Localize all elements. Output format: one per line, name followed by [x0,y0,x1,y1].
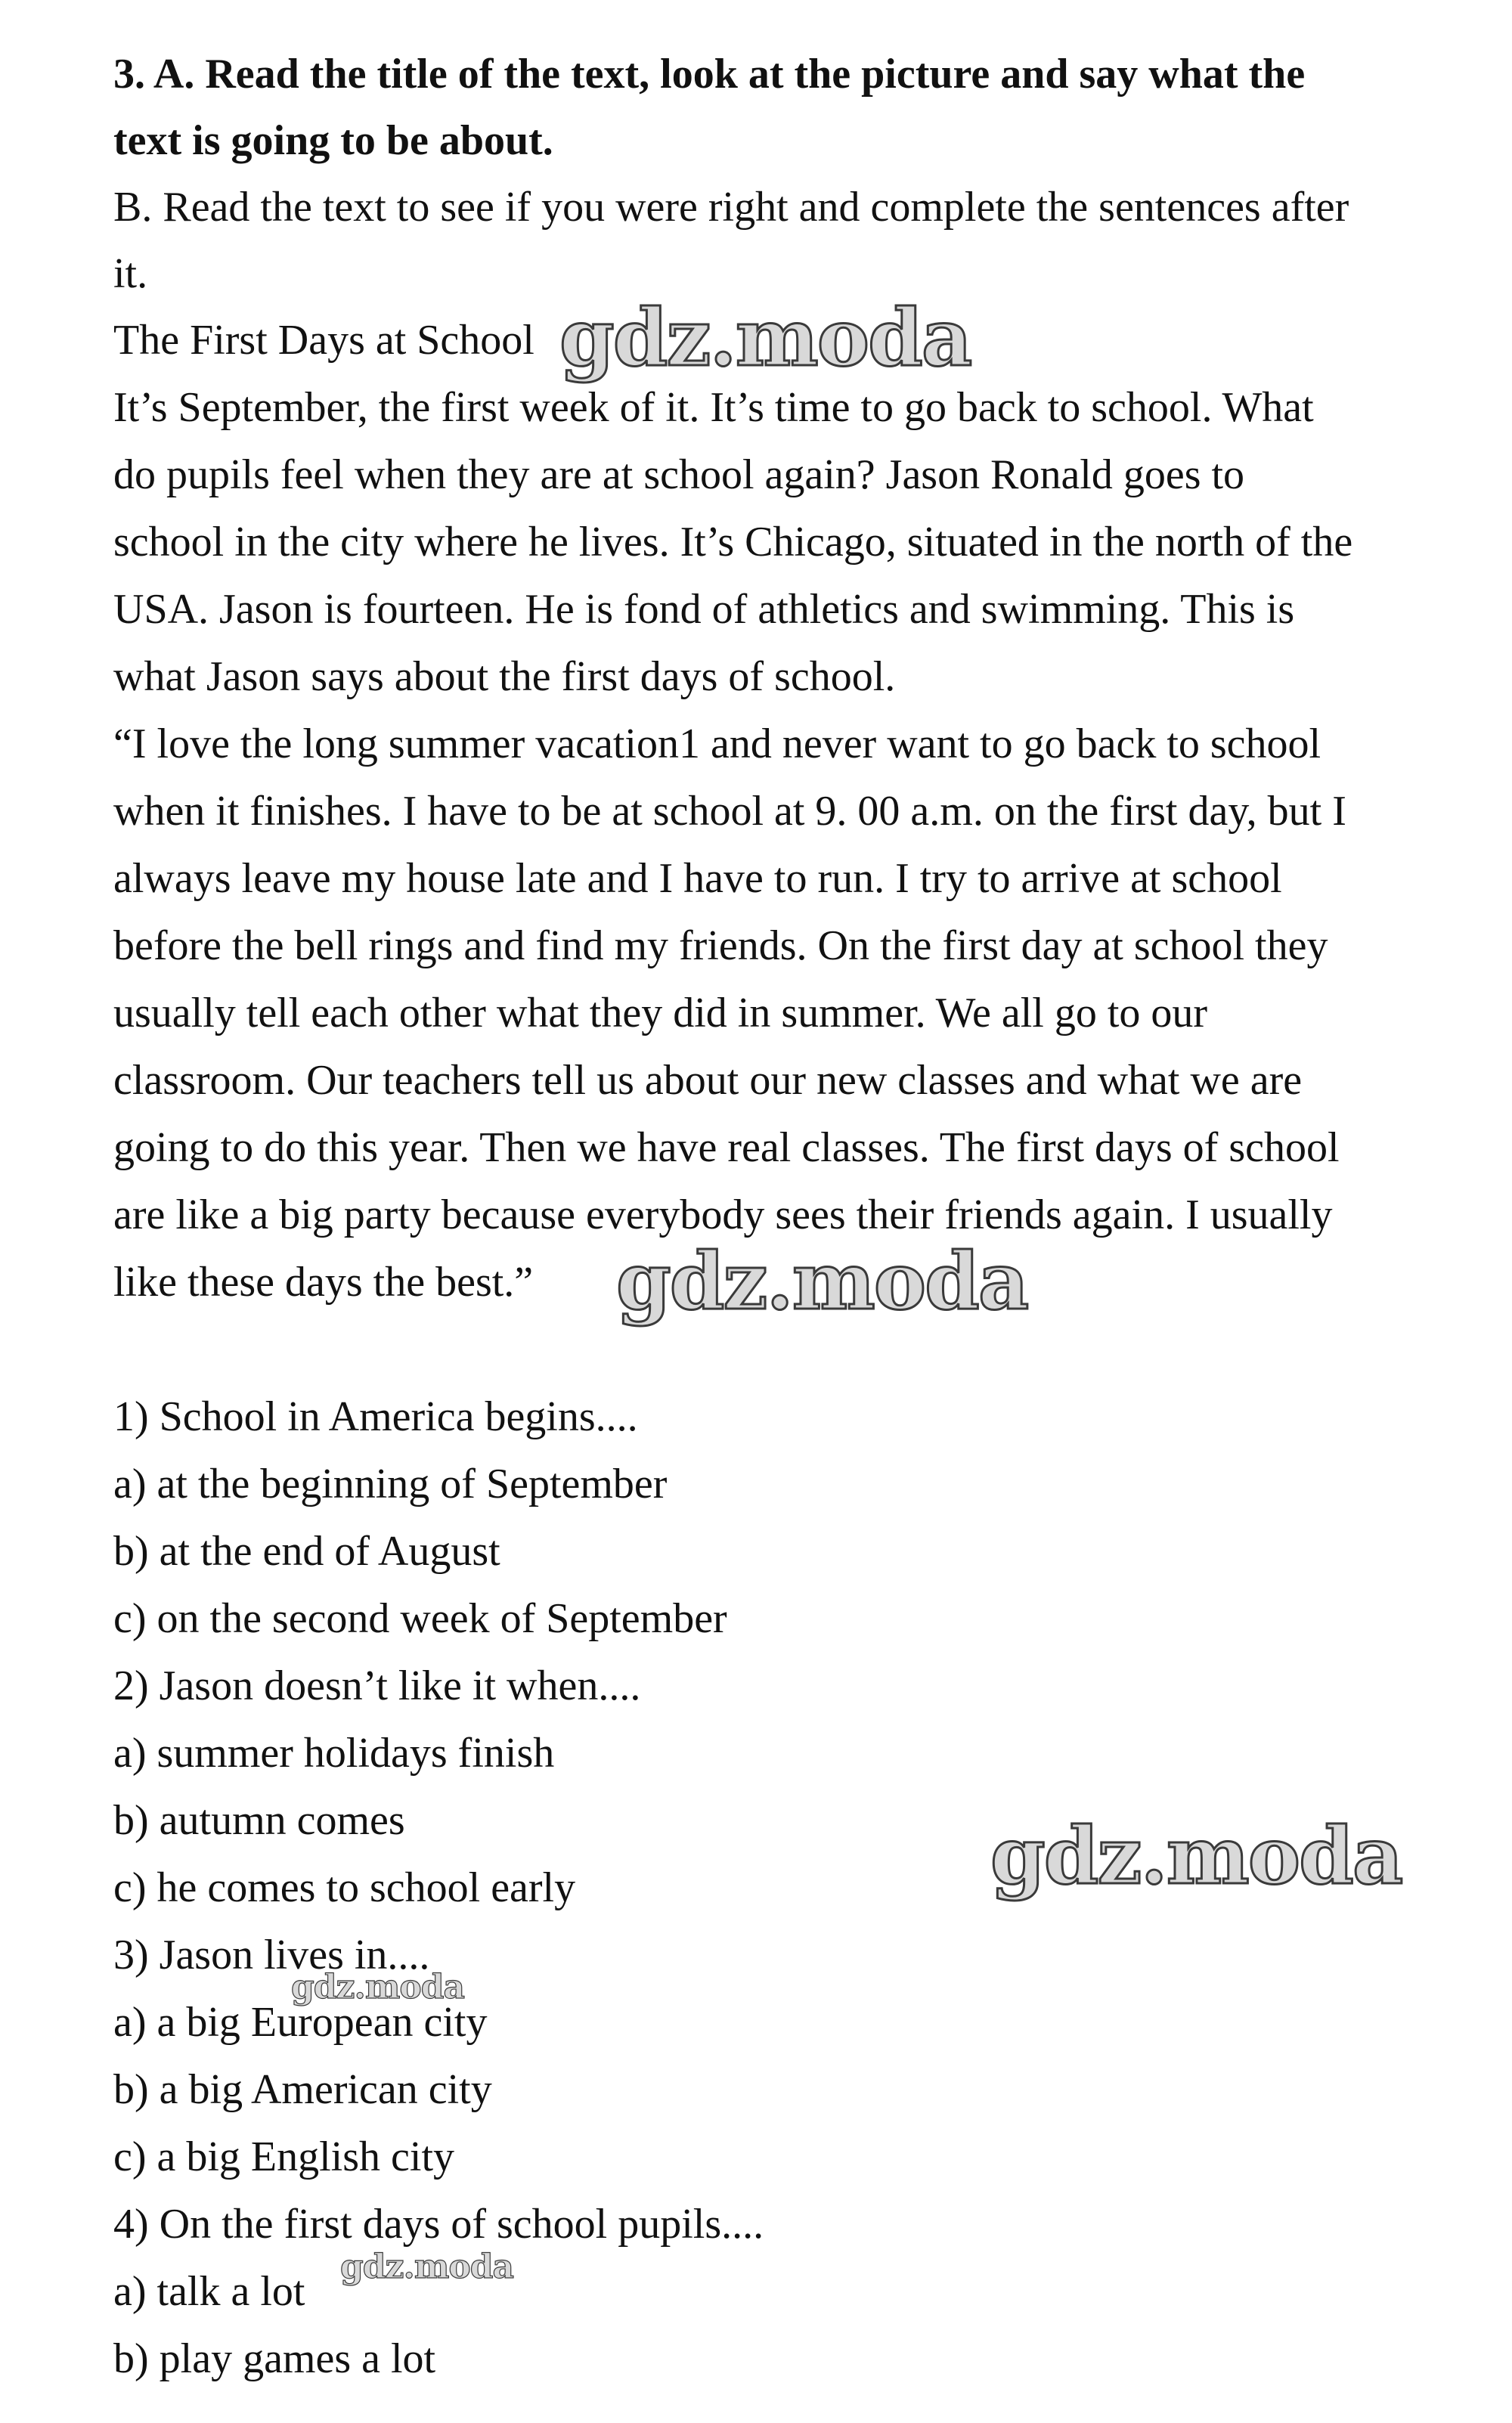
question-4-prompt: 4) On the first days of school pupils.... [113,2201,764,2248]
question-1-option-b: b) at the end of August [113,1528,500,1575]
question-2-option-a: a) summer holidays finish [113,1730,555,1777]
paragraph-1-line: school in the city where he lives. It’s Chicago, situated in the north of the [113,519,1353,565]
exercise-heading-line-2: text is going to be about. [113,117,553,164]
instruction-b-line-1: B. Read the text to see if you were right and complete the sentences after [113,184,1349,231]
question-4-option-b: b) play games a lot [113,2335,436,2382]
watermark: gdz.moda [990,1809,1402,1902]
paragraph-2-line: usually tell each other what they did in summer. We all go to our [113,990,1208,1036]
paragraph-2-line: classroom. Our teachers tell us about our new classes and what we are [113,1057,1303,1104]
paragraph-2-line: “I love the long summer vacation1 and never want to go back to school [113,720,1321,767]
paragraph-2-line: always leave my house late and I have to run. I try to arrive at school [113,855,1282,902]
watermark: gdz.moda [559,291,971,384]
exercise-heading-line-1: 3. A. Read the title of the text, look at the picture and say what the [113,51,1306,98]
question-2-option-c: c) he comes to school early [113,1864,576,1911]
paragraph-2-line: like these days the best.” [113,1259,534,1306]
watermark: gdz.moda [340,2248,514,2286]
paragraph-1-line: do pupils feel when they are at school again? Jason Ronald goes to [113,451,1245,498]
question-2-option-b: b) autumn comes [113,1797,405,1844]
watermark: gdz.moda [616,1235,1028,1328]
instruction-b-line-2: it. [113,250,148,297]
question-2-prompt: 2) Jason doesn’t like it when.... [113,1662,641,1709]
text-title: The First Days at School [113,317,534,364]
paragraph-2-line: going to do this year. Then we have real classes. The first days of school [113,1124,1340,1171]
question-1-option-c: c) on the second week of September [113,1595,727,1642]
question-4-option-a: a) talk a lot [113,2268,305,2315]
paragraph-2-line: are like a big party because everybody sees their friends again. I usually [113,1191,1333,1238]
question-1-prompt: 1) School in America begins.... [113,1393,638,1440]
question-3-option-a: a) a big European city [113,1999,488,2046]
paragraph-1-line: what Jason says about the first days of school. [113,653,896,700]
paragraph-2-line: before the bell rings and find my friends. On the first day at school they [113,922,1328,969]
watermark: gdz.moda [291,1968,465,2006]
paragraph-1-line: USA. Jason is fourteen. He is fond of athletics and swimming. This is [113,586,1295,633]
paragraph-2-line: when it finishes. I have to be at school at 9. 00 a.m. on the first day, but I [113,788,1346,835]
paragraph-1-line: It’s September, the first week of it. It’s time to go back to school. What [113,384,1314,431]
question-1-option-a: a) at the beginning of September [113,1461,668,1507]
question-3-option-c: c) a big English city [113,2133,455,2180]
question-3-prompt: 3) Jason lives in.... [113,1932,430,1978]
question-3-option-b: b) a big American city [113,2066,492,2113]
